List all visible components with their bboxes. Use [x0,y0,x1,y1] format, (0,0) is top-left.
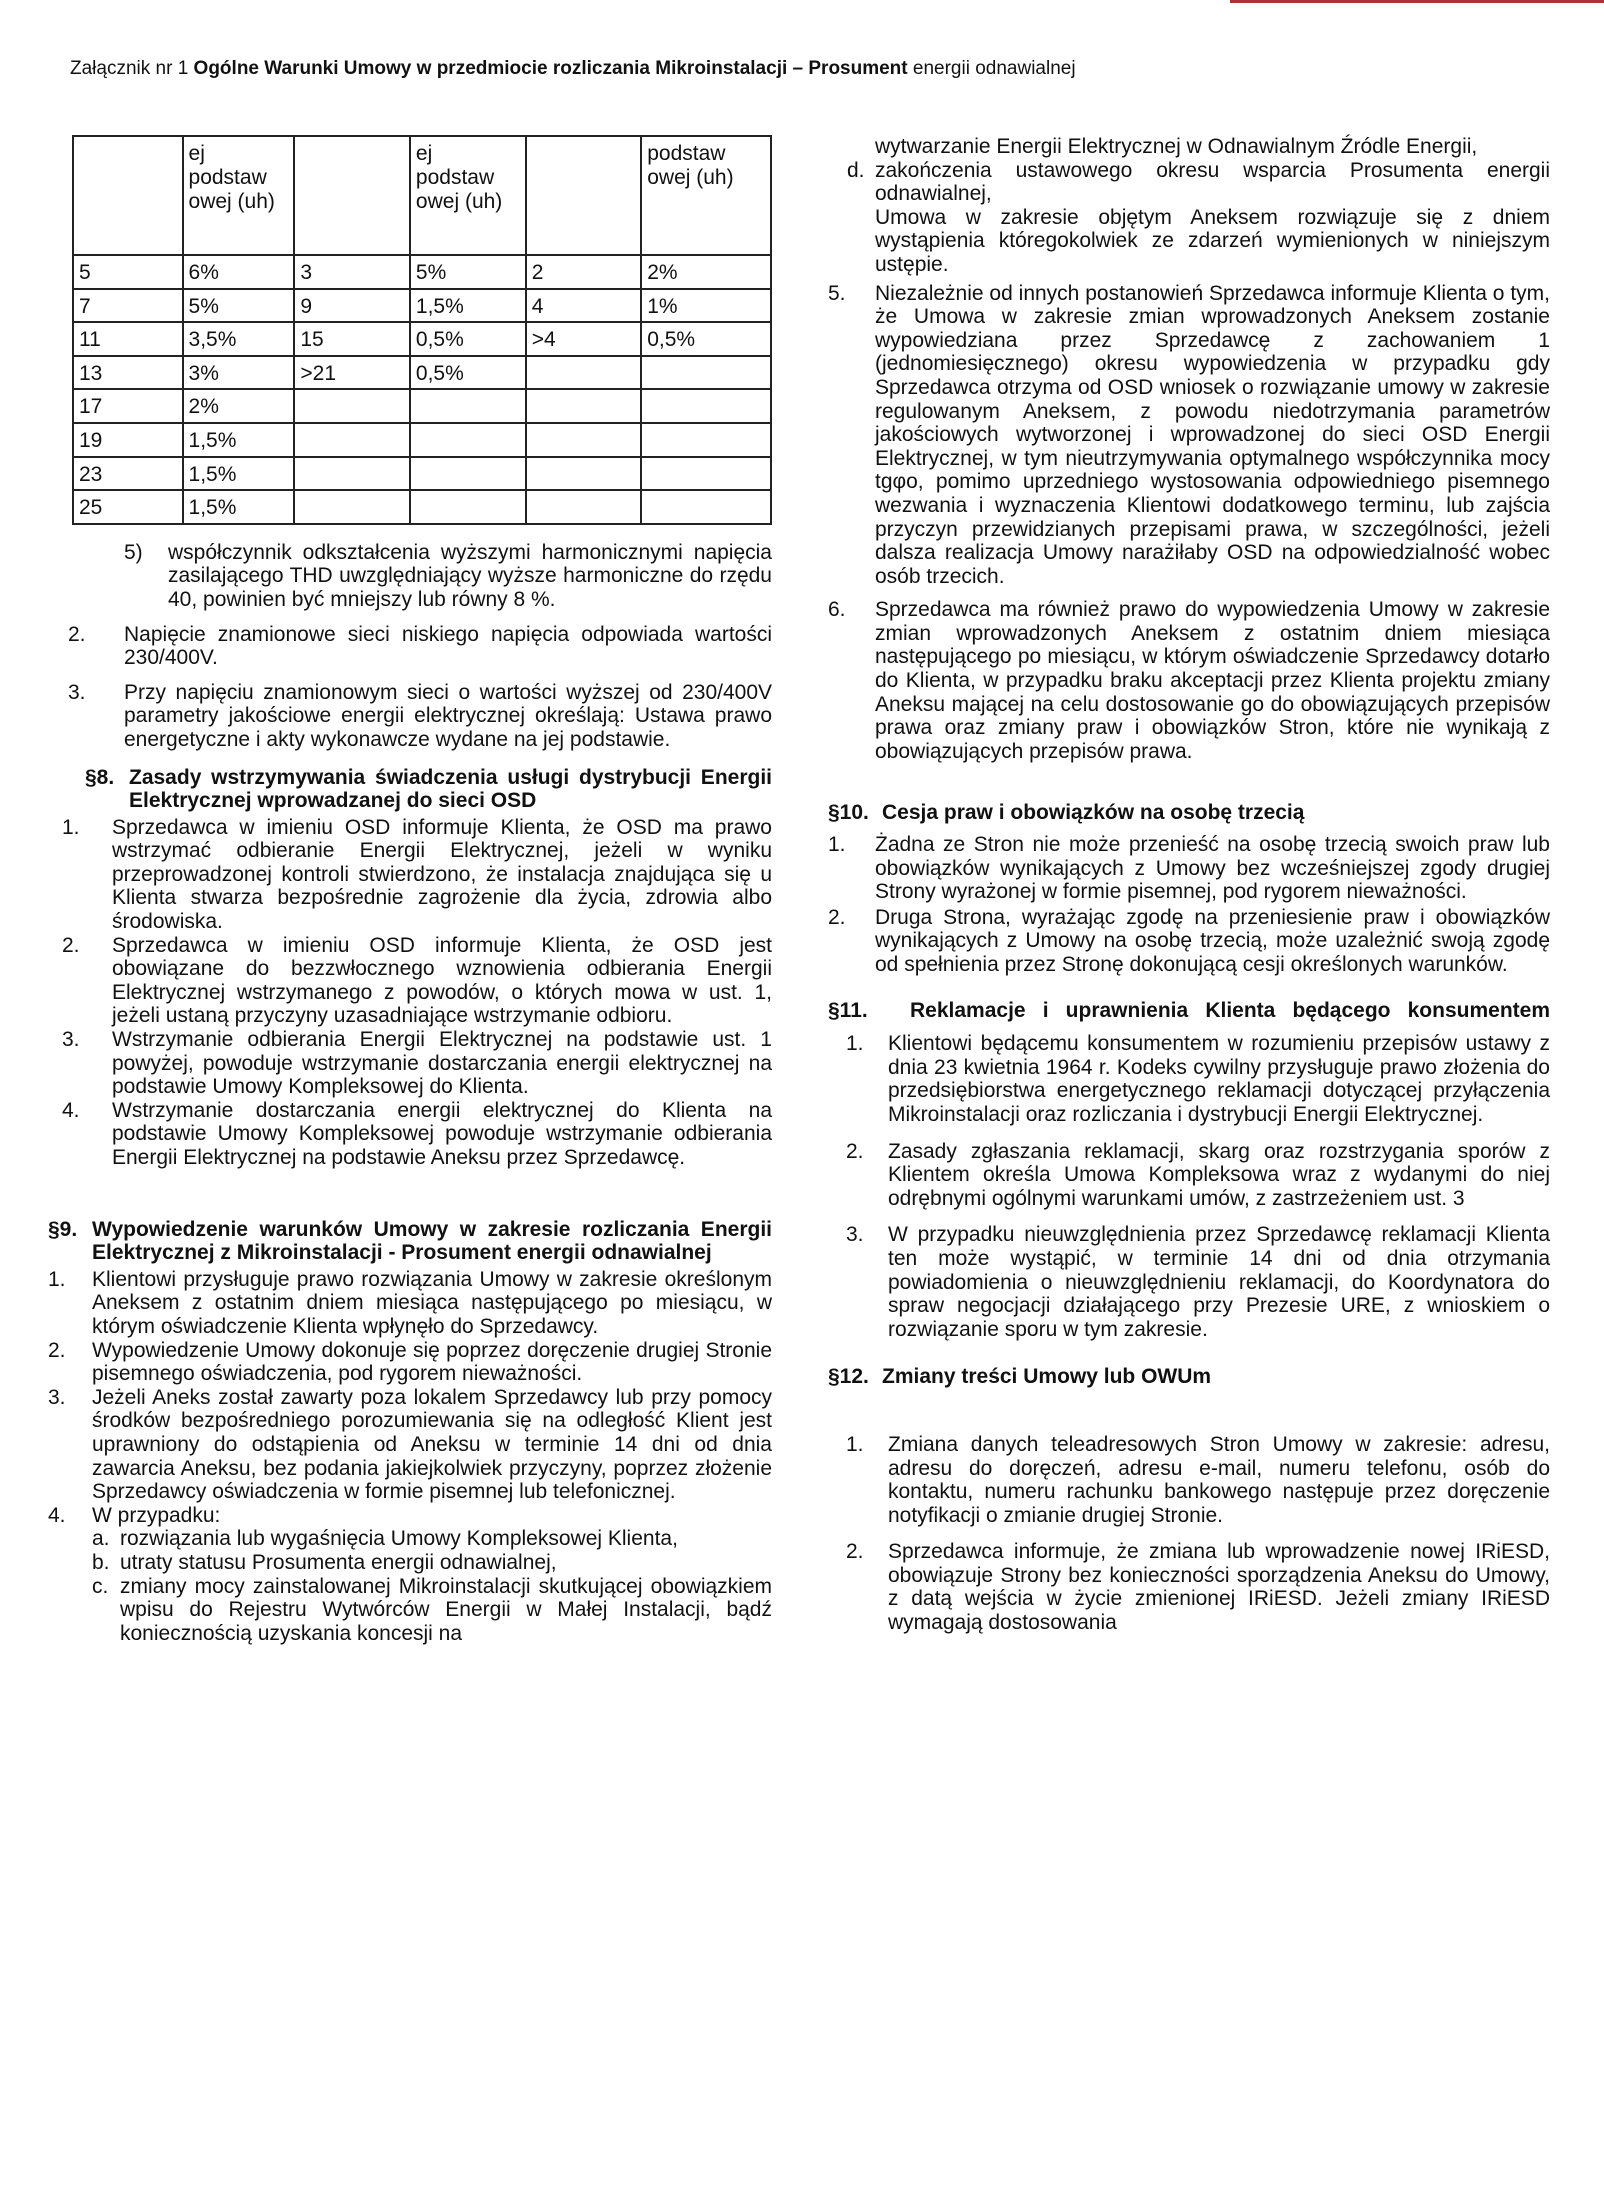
point-text: współczynnik odkształcenia wyższymi harmonicznymi napięcia zasilającego THD uwzględniający wyższe harmoniczne do rzędu 40, powinien być mniejszy lub równy 8 %. [168,540,772,611]
item-number: 2. [48,1338,66,1362]
section-title: Zmiany treści Umowy lub OWUm [882,1365,1212,1389]
table-cell: 2 [526,255,641,289]
table-cell: 7 [73,289,183,323]
item-text: Wypowiedzenie Umowy dokonuje się poprzez doręczenie drugiej Stronie pisemnego oświadczenia, pod rygorem nieważności. [92,1338,772,1386]
point-text: Napięcie znamionowe sieci niskiego napięcia odpowiada wartości 230/400V. [124,622,772,670]
list-item [62,816,772,934]
item-number: 1. [828,833,846,857]
table-header-cell: ej podstaw owej (uh) [410,136,526,255]
section-title: Zasady wstrzymywania świadczenia usługi dystrybucji Energii Elektrycznej wprowadzanej do sieci OSD [129,765,772,813]
table-cell: 2% [641,255,771,289]
item-text: Wstrzymanie dostarczania energii elektrycznej do Klienta na podstawie Umowy Kompleksowej powoduje wstrzymanie odbierania Energii Elektrycznej na podstawie Aneksu przez Sprzedawcę. [112,1098,772,1169]
table-header-cell: podstaw owej (uh) [641,136,771,255]
table-header-row [73,136,771,255]
table-cell [410,490,526,524]
page-header [70,58,1550,80]
subitem-letter: b. [92,1550,110,1574]
section-number: §12. [828,1365,869,1389]
table-cell: 4 [526,289,641,323]
subitem-text: zmiany mocy zainstalowanej Mikroinstalacji skutkującej obowiązkiem wpisu do Rejestru Wytwórców Energii w Małej Instalacji, bądź koniecznością uzyskania koncesji na [120,1574,772,1645]
list-item [846,1032,1550,1126]
section-number: §11. [828,998,868,1022]
header-suffix: energii odnawialnej [907,58,1076,79]
point-6-right [828,598,1550,763]
section-9-sublist [48,1527,772,1645]
table-cell [410,423,526,457]
section-number: §8. [85,765,115,789]
list-item [48,1339,772,1386]
table-cell [641,389,771,423]
item-number: 2. [846,1139,864,1163]
section-title: Cesja praw i obowiązków na osobę trzecią [882,801,1305,825]
table-row [73,255,771,289]
table-cell [294,423,410,457]
table-cell: 3% [183,356,295,390]
item-number: 1. [846,1432,864,1456]
list-item [846,1540,1550,1634]
list-item [48,1268,772,1339]
table-cell: 23 [73,457,183,491]
point-number: 5. [828,281,846,305]
item-number: 2. [828,905,846,929]
table-cell: 3 [294,255,410,289]
table-row [73,490,771,524]
table-cell: 0,5% [410,322,526,356]
table-header-cell [73,136,183,255]
item-text: Sprzedawca w imieniu OSD informuje Klienta, że OSD ma prawo wstrzymać odbieranie Energii Elektrycznej, jeżeli w wyniku przeprowadzonej kontroli stwierdzono, że instalacja znajdująca się u Klienta stwarza bezpośrednie zagrożenie dla życia, zdrowia albo środowiska. [112,815,772,934]
item-text: W przypadku nieuwzględnienia przez Sprzedawcę reklamacji Klienta ten może wystąpić, w terminie 14 dni od dnia otrzymania powiadomienia o nieuwzględnieniu reklamacji, do Koordynatora do spraw negocjacji działającego przy Prezesie URE, z wnioskiem o rozwiązanie sporu w tym zakresie. [888,1223,1550,1341]
point-3 [68,681,772,752]
table-cell: 5% [410,255,526,289]
table-cell: 19 [73,423,183,457]
harmonics-table [72,135,772,525]
point-number: 3. [68,680,86,704]
item-text: Sprzedawca informuje, że zmiana lub wprowadzenie nowej IRiESD, obowiązuje Strony bez konieczności sporządzenia Aneksu do Umowy, z datą wejścia w życie zmienionej IRiESD. Jeżeli zmiany IRiESD wymagają dostosowania [888,1540,1550,1635]
table-header-cell: ej podstaw owej (uh) [183,136,295,255]
item-number: 3. [846,1223,864,1247]
list-item [62,1028,772,1099]
table-cell: 13 [73,356,183,390]
point-2 [68,623,772,670]
item-number: 2. [62,933,80,957]
table-cell [641,457,771,491]
subitem-text: utraty statusu Prosumenta energii odnawialnej, [120,1550,557,1574]
header-title: Ogólne Warunki Umowy w przedmiocie rozliczania Mikroinstalacji – Prosument [193,58,908,79]
point-number: 2. [68,622,86,646]
section-number: §9. [48,1217,78,1241]
section-12-heading [828,1365,1550,1389]
section-11-list [828,1032,1550,1341]
item-number: 3. [62,1028,80,1052]
list-item [846,1433,1550,1527]
table-cell: 1,5% [183,457,295,491]
sublist-item [92,1527,772,1551]
table-cell: 3,5% [183,322,295,356]
item-number: 1. [48,1267,66,1291]
table-header-cell [294,136,410,255]
table-cell: 0,5% [410,356,526,390]
table-row [73,356,771,390]
point-text: Przy napięciu znamionowym sieci o wartości wyższej od 230/400V parametry jakościowe energii elektrycznej określają: Ustawa prawo energetyczne i akty wykonawcze wydane na jej podstawie. [124,680,772,751]
table-cell: 9 [294,289,410,323]
section-number: §10. [828,801,869,825]
table-cell: 15 [294,322,410,356]
point-number: 5) [124,540,143,564]
table-cell: >21 [294,356,410,390]
item-text: W przypadku: [92,1503,221,1527]
table-cell: 1,5% [410,289,526,323]
item-text: Klientowi będącemu konsumentem w rozumieniu przepisów ustawy z dnia 23 kwietnia 1964 r. Kodeks cywilny przysługuje prawo złożenia do przedsiębiorstwa energetycznego reklamacji dotyczącej przyłączenia Mikroinstalacji oraz rozliczania i dystrybucji Energii Elektrycznej. [888,1032,1550,1126]
section-9-heading [48,1218,772,1265]
table-cell: 0,5% [641,322,771,356]
table-cell [526,457,641,491]
header-prefix: Załącznik nr 1 [70,58,194,79]
table-cell: 17 [73,389,183,423]
table-row [73,289,771,323]
table-cell [410,457,526,491]
list-item [828,833,1550,904]
table-cell [294,389,410,423]
left-column [48,135,772,1645]
subpoint-text: zakończenia ustawowego okresu wsparcia Prosumenta energii odnawialnej, [875,158,1550,206]
item-text: Sprzedawca w imieniu OSD informuje Klienta, że OSD jest obowiązane do bezzwłocznego wznowienia odbierania Energii Elektrycznej wstrzymanego z powodów, o których mowa w ust. 1, jeżeli ustaną przyczyny uzasadniające wstrzymanie odbioru. [112,933,772,1028]
section-11-heading [828,999,1550,1023]
table-cell [526,490,641,524]
item-text: Jeżeli Aneks został zawarty poza lokalem Sprzedawcy lub przy pomocy środków bezpośredniego porozumiewania się na odległość Klient jest uprawniony do odstąpienia od Aneksu w terminie 14 dni od dnia zawarcia Aneksu, bez podania jakiejkolwiek przyczyny, poprzez złożenie Sprzedawcy oświadczenia w formie pisemnej lub telefonicznej. [92,1385,772,1504]
table-cell [526,356,641,390]
section-title: Wypowiedzenie warunków Umowy w zakresie rozliczania Energii Elektrycznej z Mikroinstalacji - Prosument energii odnawialnej [92,1217,772,1265]
table-cell: 6% [183,255,295,289]
subitem-text: rozwiązania lub wygaśnięcia Umowy Kompleksowej Klienta, [120,1527,678,1551]
subitem-letter: c. [92,1574,109,1598]
list-item [62,934,772,1028]
list-item [846,1140,1550,1211]
table-cell: 5 [73,255,183,289]
table-header-cell [526,136,641,255]
point-5-right [828,282,1550,589]
table-cell: >4 [526,322,641,356]
right-column [828,135,1550,1635]
item-text: Zasady zgłaszania reklamacji, skarg oraz rozstrzygania sporów z Klientem określa Umowa Kompleksowa wraz z wydanymi do niej odrębnymi ogólnymi warunkami umów, z zastrzeżeniem ust. 3 [888,1139,1550,1210]
section-8-heading [85,766,772,813]
table-cell: 1% [641,289,771,323]
table-cell: 5% [183,289,295,323]
list-item [48,1386,772,1504]
list-item [62,1099,772,1170]
item-number: 1. [62,815,80,839]
table-cell [526,423,641,457]
section-9-list [48,1268,772,1528]
table-cell: 1,5% [183,423,295,457]
item-number: 3. [48,1385,66,1409]
section-10-list [828,833,1550,977]
list-item [846,1223,1550,1341]
point-text: Sprzedawca ma również prawo do wypowiedzenia Umowy w zakresie zmian wprowadzonych Aneksem z ostatnim dniem miesiąca następującego po miesiącu, w którym oświadczenie Sprzedawcy dotarło do Klienta, w przypadku braku akceptacji przez Klienta projektu zmiany Aneksu mającej na celu dostosowanie go do obowiązujących przepisów prawa oraz zmiany praw i obowiązków Stron, które nie wynikają z obowiązujących przepisów prawa. [875,598,1550,763]
table-cell [641,490,771,524]
table-row [73,322,771,356]
table-cell: 11 [73,322,183,356]
table-cell: 2% [183,389,295,423]
sublist-item [92,1551,772,1575]
point-number: 6. [828,598,846,622]
top-edge-line [1230,0,1604,3]
section-10-heading [828,801,1550,825]
table-cell [294,457,410,491]
table-row [73,457,771,491]
item-text: Wstrzymanie odbierania Energii Elektrycznej na podstawie ust. 1 powyżej, powoduje wstrzymanie dostarczania energii elektrycznej na podstawie Umowy Kompleksowej do Klienta. [112,1028,772,1099]
table-cell [526,389,641,423]
item-number: 4. [48,1503,66,1527]
item-text: Klientowi przysługuje prawo rozwiązania Umowy w zakresie określonym Aneksem z ostatnim dniem miesiąca następującego po miesiącu, w którym oświadczenie Klienta wpłynęło do Sprzedawcy. [92,1267,772,1338]
point-text: Niezależnie od innych postanowień Sprzedawca informuje Klienta o tym, że Umowa w zakresie zmian wprowadzonych Aneksem zostanie wypowiedziana przez Sprzedawcę z zachowaniem 1 (jednomiesięcznego) okresu wypowiedzenia w przypadku gdy Sprzedawca otrzyma od OSD wniosek o rozwiązanie umowy w zakresie regulowanym Aneksem, z powodu niedotrzymania parametrów jakościowych wytworzonej i wprowadzonej do sieci OSD Energii Elektrycznej, w tym nieutrzymywania optymalnego współczynnika mocy tgφo, pomimo uprzedniego wystosowania odpowiedniego pisemnego wezwania i wyznaczenia Klientowi dodatkowego terminu, lub zajścia przyczyn przewidzianych przepisami prawa, w szczególności, jeżeli dalsza realizacja Umowy narażiłaby OSD na odpowiedzialność wobec osób trzecich. [875,281,1550,588]
table-cell [410,389,526,423]
item-number: 2. [846,1540,864,1564]
subitem-letter: a. [92,1527,110,1551]
subpoint-d [847,159,1550,206]
table-cell: 25 [73,490,183,524]
table-cell [294,490,410,524]
table-cell: 1,5% [183,490,295,524]
subpoint-letter: d. [847,158,865,182]
list-item [828,906,1550,977]
table-cell [641,356,771,390]
item-number: 4. [62,1098,80,1122]
item-number: 1. [846,1032,864,1056]
point-5 [124,541,772,612]
item-text: Druga Strona, wyrażając zgodę na przeniesienie praw i obowiązków wynikających z Umowy na osobę trzecią, może uzależnić swoją zgodę od spełnienia przez Stronę dokonującą cesji określonych warunków. [875,905,1550,976]
item-text: Zmiana danych teleadresowych Stron Umowy w zakresie: adresu, adresu do doręczeń, adresu e-mail, numeru telefonu, osób do kontaktu, numeru rachunku bankowego następuje przez doręczenie notyfikacji o zmianie drugiej Stronie. [888,1432,1550,1527]
section-12-list [828,1433,1550,1635]
continued-text: wytwarzanie Energii Elektrycznej w Odnawialnym Źródle Energii, [875,135,1478,158]
table-cell [641,423,771,457]
list-item [48,1504,772,1528]
table-row [73,423,771,457]
sublist-item [92,1575,772,1646]
point-4-conclusion: Umowa w zakresie objętym Aneksem rozwiązuje się z dniem wystąpienia któregokolwiek ze zdarzeń wymienionych w niniejszym ustępie. [875,205,1550,276]
section-8-list [48,816,772,1170]
table-row [73,389,771,423]
section-title: Reklamacje i uprawnienia Klienta będącego konsumentem [910,998,1550,1022]
item-text: Żadna ze Stron nie może przenieść na osobę trzecią swoich praw lub obowiązków wynikających z Umowy bez wcześniejszej zgody drugiej Strony wyrażonej w formie pisemnej, pod rygorem nieważności. [875,833,1550,904]
